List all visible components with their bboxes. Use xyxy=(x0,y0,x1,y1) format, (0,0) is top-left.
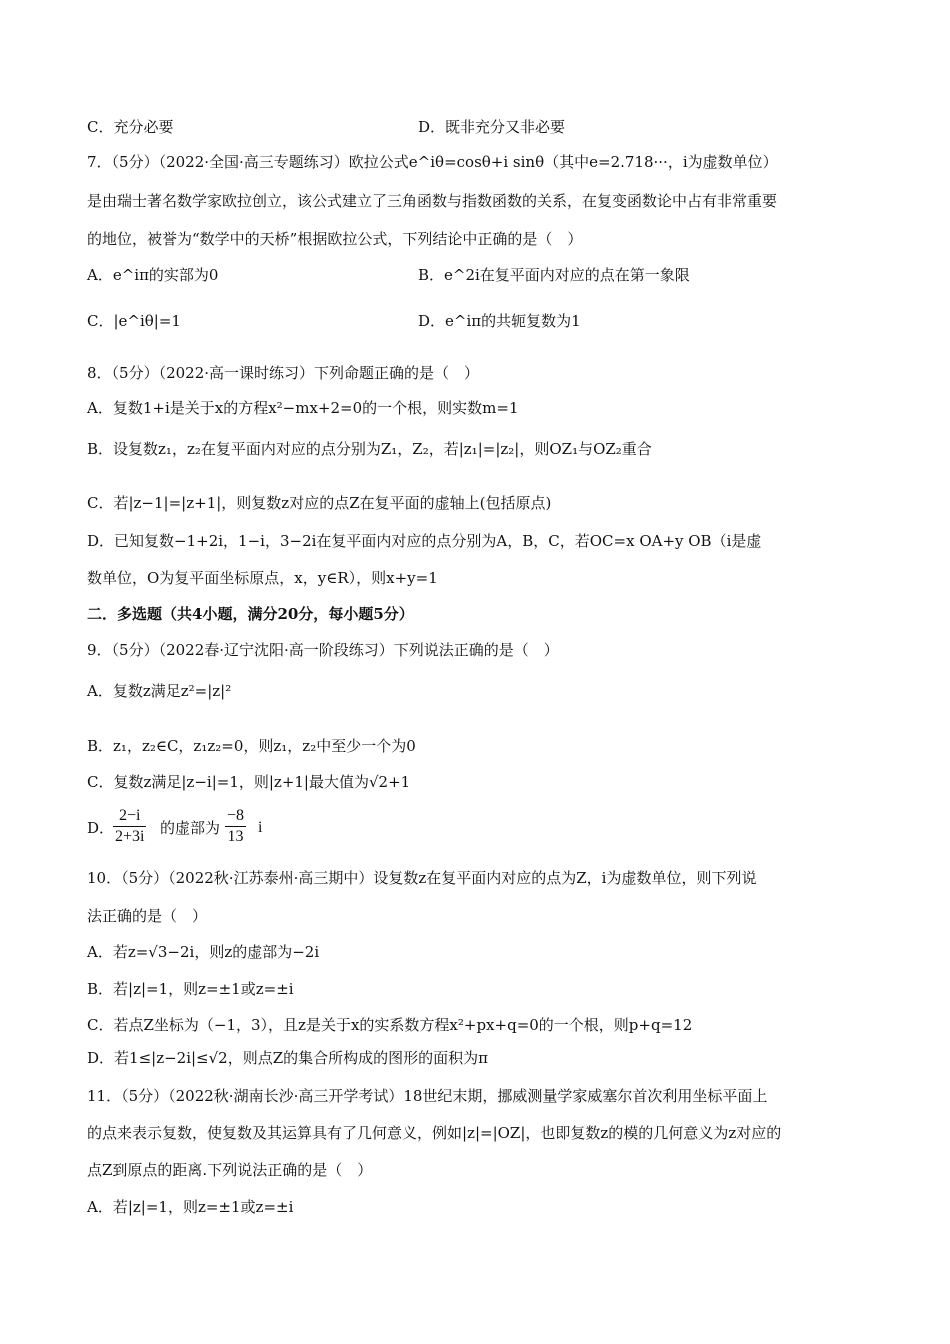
question-7-option-c: C．|e^iθ|=1 xyxy=(87,312,181,330)
question-9-option-d-fraction-1 xyxy=(113,806,146,847)
question-7-option-b: B．e^2i在复平面内对应的点在第一象限 xyxy=(418,266,690,284)
question-10-option-b: B．若|z|=1，则z=±1或z=±i xyxy=(87,980,294,998)
question-10-option-d: D．若1≤|z−2i|≤√2，则点Z的集合所构成的图形的面积为π xyxy=(87,1049,489,1067)
question-9-option-d-fraction-2 xyxy=(225,806,246,847)
question-11-line-1: 11．（5分）（2022秋·湖南长沙·高三开学考试）18世纪末期，挪威测量学家威塞尔首次利用坐标平面上 xyxy=(87,1087,768,1105)
question-7-line-2: 是由瑞士著名数学家欧拉创立，该公式建立了三角函数与指数函数的关系，在复变函数论中占有非常重要 xyxy=(87,192,778,210)
question-9-stem: 9．（5分）（2022春·辽宁沈阳·高一阶段练习）下列说法正确的是（ ） xyxy=(87,641,559,659)
question-7-line-1: 7．（5分）（2022·全国·高三专题练习）欧拉公式e^iθ=cosθ+i sinθ（其中e=2.718···，i为虚数单位） xyxy=(87,153,778,171)
question-9-option-d-mid-text: 的虚部为 xyxy=(160,819,221,837)
question-7-option-d: D．e^iπ的共轭复数为1 xyxy=(418,312,581,330)
question-8-option-d-line-2: 数单位，O为复平面坐标原点，x，y∈R），则x+y=1 xyxy=(87,569,438,587)
fraction-2-denominator: 13 xyxy=(227,828,244,845)
question-9-option-d-imag-unit: i xyxy=(258,819,263,836)
question-8-option-c: C．若|z−1|=|z+1|，则复数z对应的点Z在复平面的虚轴上(包括原点) xyxy=(87,494,552,512)
question-7-line-3: 的地位，被誉为“数学中的天桥”根据欧拉公式，下列结论中正确的是（ ） xyxy=(87,230,583,248)
option-d-prev: D．既非充分又非必要 xyxy=(418,118,566,136)
question-11-line-3: 点Z到原点的距离.下列说法正确的是（ ） xyxy=(87,1161,373,1179)
question-9-option-b: B．z₁，z₂∈C，z₁z₂=0，则z₁，z₂中至少一个为0 xyxy=(87,737,416,755)
question-10-line-1: 10．（5分）（2022秋·江苏泰州·高三期中）设复数z在复平面内对应的点为Z，i为虚数单位，则下列说 xyxy=(87,869,757,887)
question-8-option-d-line-1: D．已知复数−1+2i，1−i，3−2i在复平面内对应的点分别为A，B，C，若OC=x OA+y OB（i是虚 xyxy=(87,532,762,550)
question-9-option-c: C．复数z满足|z−i|=1，则|z+1|最大值为√2+1 xyxy=(87,773,411,791)
question-10-option-c: C．若点Z坐标为（−1，3），且z是关于x的实系数方程x²+px+q=0的一个根，则p+q=12 xyxy=(87,1016,693,1034)
question-11-option-a: A．若|z|=1，则z=±1或z=±i xyxy=(87,1198,294,1216)
question-8-stem: 8．（5分）（2022·高一课时练习）下列命题正确的是（ ） xyxy=(87,364,480,382)
section-heading-multiple-choice: 二．多选题（共4小题，满分20分，每小题5分） xyxy=(87,605,414,623)
question-9-option-a: A．复数z满足z²=|z|² xyxy=(87,682,232,700)
question-10-line-2: 法正确的是（ ） xyxy=(87,907,208,925)
question-11-line-2: 的点来表示复数，使复数及其运算具有了几何意义，例如|z|=|OZ|，也即复数z的模的几何意义为z对应的 xyxy=(87,1124,782,1142)
fraction-1-numerator: 2−i xyxy=(113,806,146,827)
question-7-option-a: A．e^iπ的实部为0 xyxy=(87,266,219,284)
fraction-1-denominator: 2+3i xyxy=(115,828,145,845)
question-10-option-a: A．若z=√3−2i，则z的虚部为−2i xyxy=(87,943,320,961)
question-9-option-d-label: D． xyxy=(87,819,115,837)
option-c-prev: C．充分必要 xyxy=(87,118,174,136)
fraction-2-numerator: −8 xyxy=(225,806,246,827)
question-8-option-b: B．设复数z₁，z₂在复平面内对应的点分别为Z₁，Z₂，若|z₁|=|z₂|，则OZ₁与OZ₂重合 xyxy=(87,440,652,458)
question-8-option-a: A．复数1+i是关于x的方程x²−mx+2=0的一个根，则实数m=1 xyxy=(87,399,519,417)
